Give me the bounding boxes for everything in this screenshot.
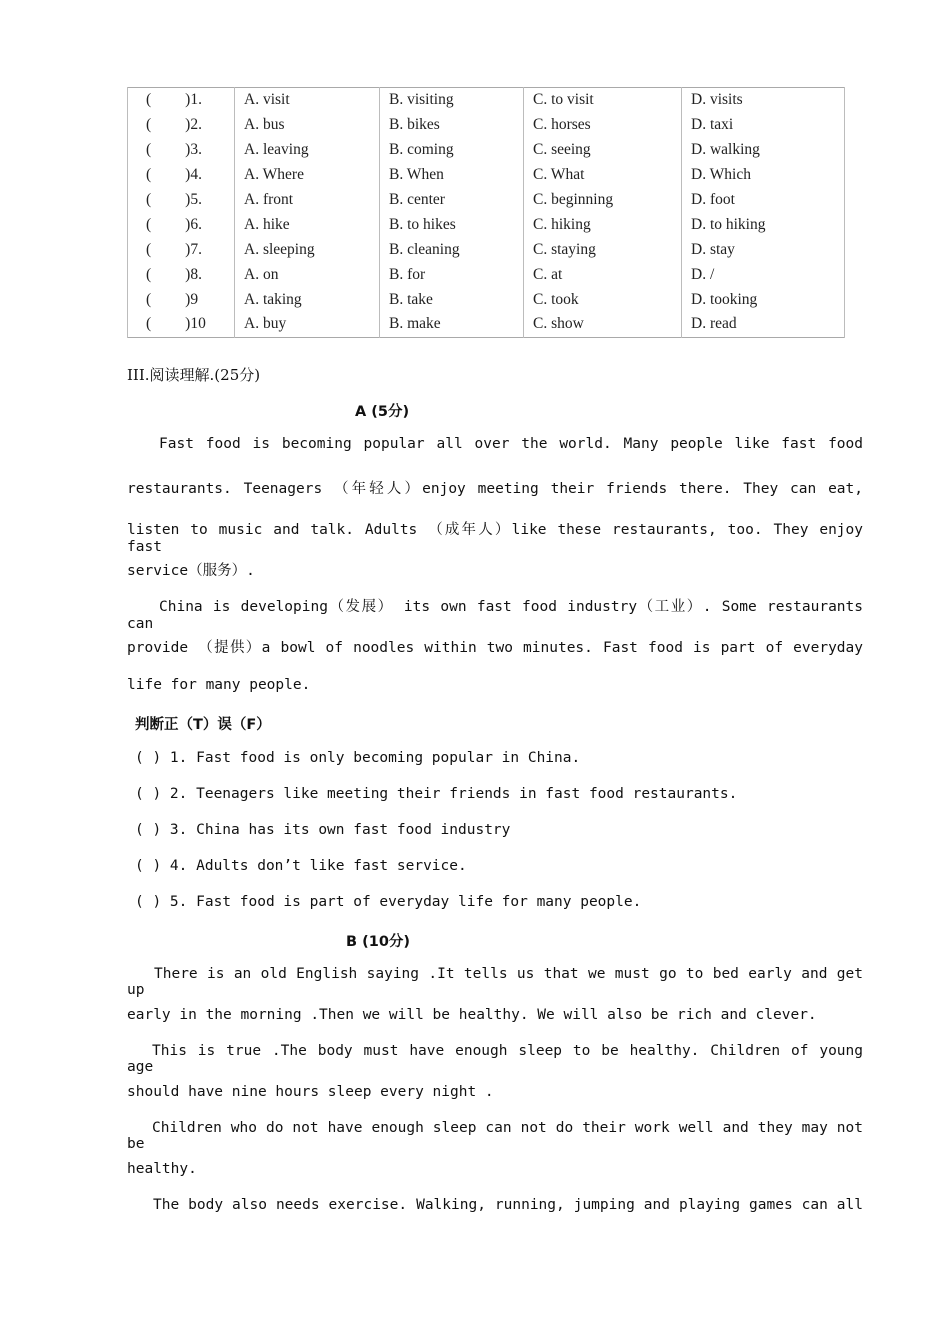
option-a: A. bus [235, 113, 380, 138]
question-number [128, 312, 235, 337]
part-b-line-1: There is an old English saying .It tells us that we must go to bed early and get up [127, 966, 863, 998]
option-d: D. visits [682, 88, 845, 113]
question-number-text: )6. [185, 215, 202, 233]
choice-row [128, 113, 845, 138]
question-number [128, 113, 235, 138]
option-c: C. show [524, 312, 682, 337]
option-a: A. leaving [235, 138, 380, 163]
answer-paren: ( [146, 91, 152, 109]
answer-paren: ( [146, 141, 152, 159]
option-a: A. hike [235, 212, 380, 237]
tf-item-2: ( ) 2. Teenagers like meeting their friends in fast food restaurants. [135, 786, 738, 802]
option-d: D. read [682, 312, 845, 337]
question-number-text: )8. [185, 265, 202, 283]
part-b-line-5: Children who do not have enough sleep can not do their work well and they may not be [127, 1120, 863, 1152]
part-b-line-3: This is true .The body must have enough sleep to be healthy. Children of young age [127, 1043, 863, 1075]
question-number-text: )7. [185, 240, 202, 258]
option-d: D. taxi [682, 113, 845, 138]
question-number [128, 287, 235, 312]
answer-paren: ( [146, 265, 152, 283]
question-number-text: )2. [185, 116, 202, 134]
answer-paren: ( [146, 166, 152, 184]
question-number [128, 212, 235, 237]
option-a: A. Where [235, 163, 380, 188]
option-b: B. coming [380, 138, 524, 163]
question-number [128, 262, 235, 287]
option-a: A. sleeping [235, 237, 380, 262]
question-number [128, 138, 235, 163]
option-b: B. take [380, 287, 524, 312]
option-a: A. visit [235, 88, 380, 113]
choices-table-body [128, 88, 845, 338]
question-number [128, 163, 235, 188]
option-d: D. walking [682, 138, 845, 163]
tf-item-3: ( ) 3. China has its own fast food industry [135, 822, 511, 838]
choice-row [128, 237, 845, 262]
part-a-heading: A (5分) [355, 404, 410, 420]
tf-item-4: ( ) 4. Adults don’t like fast service. [135, 858, 467, 874]
answer-paren: ( [146, 215, 152, 233]
choice-row [128, 163, 845, 188]
option-b: B. center [380, 188, 524, 213]
choice-row [128, 262, 845, 287]
option-d: D. foot [682, 188, 845, 213]
choice-row [128, 88, 845, 113]
option-c: C. hiking [524, 212, 682, 237]
tf-item-1: ( ) 1. Fast food is only becoming popular in China. [135, 750, 581, 766]
option-a: A. on [235, 262, 380, 287]
question-number-text: )10 [185, 315, 206, 333]
part-b-line-2: early in the morning .Then we will be healthy. We will also be rich and clever. [127, 1007, 817, 1023]
question-number-text: )3. [185, 141, 202, 159]
tf-item-5: ( ) 5. Fast food is part of everyday life for many people. [135, 894, 642, 910]
part-a-line-2: restaurants. Teenagers （年轻人）enjoy meeting their friends there. They can eat, [127, 481, 863, 497]
option-b: B. bikes [380, 113, 524, 138]
question-number-text: )9 [185, 290, 199, 308]
option-a: A. taking [235, 287, 380, 312]
question-number [128, 237, 235, 262]
choices-table [127, 87, 845, 338]
answer-paren: ( [146, 240, 152, 258]
part-b-line-7: The body also needs exercise. Walking, running, jumping and playing games can all [153, 1197, 863, 1213]
answer-paren: ( [146, 191, 152, 208]
option-d: D. to hiking [682, 212, 845, 237]
part-a-line-4: service（服务）. [127, 563, 255, 579]
option-c: C. took [524, 287, 682, 312]
part-a-line-6: provide （提供）a bowl of noodles within two minutes. Fast food is part of everyday [127, 640, 863, 656]
option-b: B. for [380, 262, 524, 287]
choice-row [128, 312, 845, 337]
question-number [128, 88, 235, 113]
option-c: C. at [524, 262, 682, 287]
part-b-line-4: should have nine hours sleep every night . [127, 1084, 494, 1100]
option-d: D. Which [682, 163, 845, 188]
option-b: B. cleaning [380, 237, 524, 262]
part-a-line-1: Fast food is becoming popular all over the world. Many people like fast food [159, 436, 863, 452]
option-c: C. beginning [524, 188, 682, 213]
part-a-line-7: life for many people. [127, 677, 311, 693]
option-a: A. front [235, 188, 380, 213]
option-d: D. / [682, 262, 845, 287]
question-number-text: )4. [185, 166, 202, 184]
option-d: D. stay [682, 237, 845, 262]
answer-paren: ( [146, 315, 152, 333]
option-c: C. to visit [524, 88, 682, 113]
part-a-line-3: listen to music and talk. Adults （成年人）like these restaurants, too. They enjoy fast [127, 522, 863, 555]
question-number [128, 188, 235, 213]
option-b: B. visiting [380, 88, 524, 113]
choice-row [128, 212, 845, 237]
true-false-title: 判断正（T）误（F） [135, 717, 271, 733]
choice-row [128, 188, 845, 213]
option-c: C. staying [524, 237, 682, 262]
part-b-line-6: healthy. [127, 1161, 197, 1177]
choice-row [128, 287, 845, 312]
option-d: D. tooking [682, 287, 845, 312]
option-b: B. When [380, 163, 524, 188]
option-b: B. make [380, 312, 524, 337]
option-a: A. buy [235, 312, 380, 337]
option-c: C. What [524, 163, 682, 188]
option-c: C. horses [524, 113, 682, 138]
section-3-title: III.阅读理解.(25分) [127, 366, 261, 384]
part-a-line-5: China is developing（发展） its own fast food industry（工业）. Some restaurants can [127, 599, 863, 632]
choice-row [128, 138, 845, 163]
question-number-text: )5. [185, 191, 202, 208]
part-b-heading: B (10分) [346, 934, 411, 950]
option-b: B. to hikes [380, 212, 524, 237]
answer-paren: ( [146, 116, 152, 134]
answer-paren: ( [146, 290, 152, 308]
question-number-text: )1. [185, 91, 202, 109]
option-c: C. seeing [524, 138, 682, 163]
